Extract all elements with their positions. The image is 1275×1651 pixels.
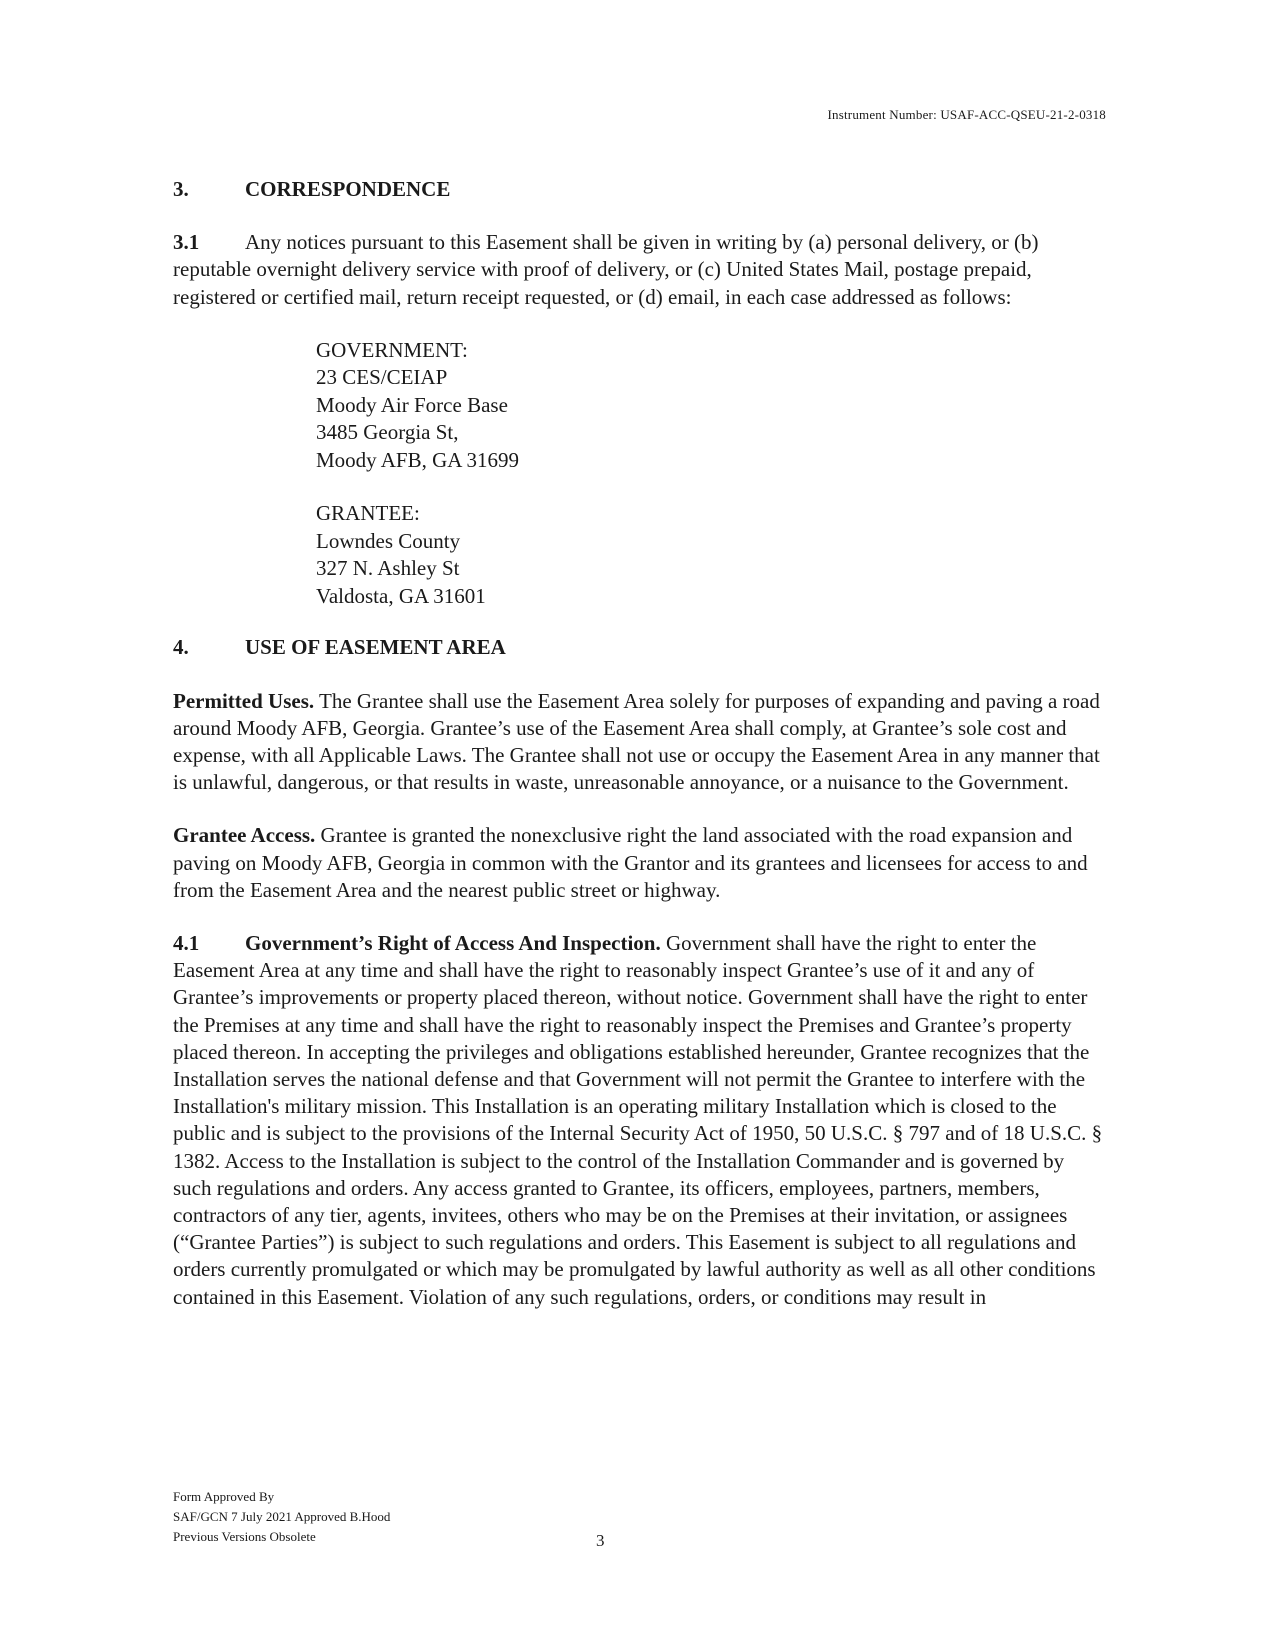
grantee-access-title: Grantee Access. (173, 823, 316, 848)
paragraph-3-1-text: Any notices pursuant to this Easement shall be given in writing by (a) personal delivery, or (b) reputable overnight delivery service with proof of delivery, or (c) United States Mail, postage prepaid, registered or certified mail, return receipt requested, or (d) email, in each case addressed as follows: (173, 230, 1039, 309)
permitted-uses-text: The Grantee shall use the Easement Area solely for purposes of expanding and paving a road around Moody AFB, Georgia. Grantee’s use of the Easement Area shall comply, at Grantee’s sole cost and expense, with all Applicable Laws. The Grantee shall not use or occupy the Easement Area in any manner that is unlawful, dangerous, or that results in waste, unreasonable annoyance, or a nuisance to the Government. (173, 688, 1100, 795)
footer-line: Previous Versions Obsolete (173, 1529, 316, 1544)
footer-line: SAF/GCN 7 July 2021 Approved B.Hood (173, 1509, 391, 1524)
paragraph-3-1 (173, 229, 1103, 311)
grantee-address-line: 327 N. Ashley St (316, 556, 460, 581)
paragraph-3-1-number: 3.1 (173, 230, 200, 255)
paragraph-4-1-title: Government’s Right of Access And Inspection. (245, 930, 661, 955)
page-number: 3 (596, 1531, 605, 1550)
permitted-uses-paragraph (173, 688, 1103, 797)
section-3-heading (173, 176, 1103, 203)
section-4-number: 4. (173, 635, 189, 660)
section-4-heading (173, 634, 1103, 661)
grantee-address (316, 500, 1103, 610)
section-3-number: 3. (173, 177, 189, 201)
form-footer (173, 1487, 390, 1547)
section-4-title: USE OF EASEMENT AREA (245, 635, 506, 660)
grantee-label: GRANTEE: (316, 501, 420, 526)
government-label: GOVERNMENT: (316, 337, 468, 362)
paragraph-4-1-number: 4.1 (173, 930, 200, 955)
grantee-address-line: Lowndes County (316, 528, 461, 553)
government-address (316, 337, 1103, 475)
paragraph-4-1 (173, 930, 1103, 1311)
government-address-line: Moody AFB, GA 31699 (316, 447, 520, 472)
grantee-address-line: Valdosta, GA 31601 (316, 583, 486, 608)
grantee-access-text: Grantee is granted the nonexclusive right the land associated with the road expansion and paving on Moody AFB, Georgia in common with the Grantor and its grantees and licensees for access to and from the Easement Area and the nearest public street or highway. (173, 823, 1088, 902)
section-3-title: CORRESPONDENCE (245, 177, 451, 201)
government-address-line: Moody Air Force Base (316, 392, 508, 417)
government-address-line: 23 CES/CEIAP (316, 365, 448, 390)
grantee-access-paragraph (173, 822, 1103, 904)
permitted-uses-title: Permitted Uses. (173, 688, 315, 713)
footer-line: Form Approved By (173, 1489, 275, 1504)
paragraph-4-1-text: Government shall have the right to enter the Easement Area at any time and shall have the right to reasonably inspect Grantee’s use of it and any of Grantee’s improvements or property placed thereon, without notice. Government shall have the right to enter the Premises at any time and shall have the right to reasonably inspect the Premises and Grantee’s property placed thereon. In accepting the privileges and obligations established hereunder, Grantee recognizes that the Installation serves the national defense and that Government will not permit the Grantee to interfere with the Installation's military mission. This Installation is an operating military Installation which is closed to the public and is subject to the provisions of the Internal Security Act of 1950, 50 U.S.C. § 797 and of 18 U.S.C. § 1382. Access to the Installation is subject to the control of the Installation Commander and is governed by such regulations and orders. Any access granted to Grantee, its officers, employees, partners, members, contractors of any tier, agents, invitees, others who may be on the Premises at their invitation, or assignees (“Grantee Parties”) is subject to such regulations and orders. This Easement is subject to all regulations and orders currently promulgated or which may be promulgated by lawful authority as well as all other conditions contained in this Easement. Violation of any such regulations, orders, or conditions may result in (173, 930, 1103, 1309)
document-body (173, 176, 1103, 1311)
government-address-line: 3485 Georgia St, (316, 420, 459, 445)
instrument-number: Instrument Number: USAF-ACC-QSEU-21-2-0318 (827, 107, 1106, 122)
